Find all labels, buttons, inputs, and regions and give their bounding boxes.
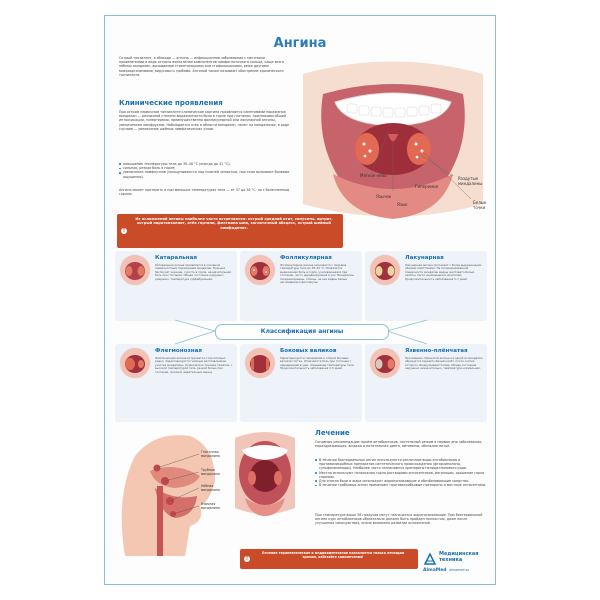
type-text: При язвенно-плёнчатой ангине на одной из миндалин образуется серовато-белый налёт, после снятия которого обнаруживается язва. Общее состояние нарушено незначительно, температура нормальная. xyxy=(405,356,483,371)
clinical-bullets xyxy=(119,162,295,179)
type-title: Катаральная xyxy=(155,255,198,261)
throat-image-catarrhal xyxy=(119,254,151,286)
treatment-intro: Основные рекомендации: приём антибиотиков, постельный режим в первые дни заболевания, нераздражающая, жидкая и питательная диета, витамины, обильное питьё. xyxy=(315,440,483,449)
label-lingual-tonsil: Язычная миндалина xyxy=(201,502,220,510)
type-card-ulcerative xyxy=(365,344,487,422)
list-item: сильная, резкая боль в горле; xyxy=(119,166,295,170)
type-text: Катаральная ангина проявляется в основном поверхностным поражением миндалин. Больных беспокоят жжение, сухость в горле, незначительная боль при глотании. Общее состояние нарушено умеренно, температура субфебрильная. xyxy=(155,263,232,281)
head-cross-section-illustration xyxy=(115,426,220,561)
clinical-heading: Клинические проявления xyxy=(119,99,223,107)
throat-image-follicular xyxy=(244,254,276,286)
list-item: Местно используют полоскания горла растворами антисептиков, ингаляции, орошение горла спреями. xyxy=(315,471,487,479)
throat-image-phlegmonous xyxy=(119,347,151,379)
type-text: Флегмонозная ангина встречается относительно редко. Характеризуется гнойным расплавлением участка миндалины. Клиническое течение тяжёлое, с высокой температурой тела, резкой болью при глотании, тризмом жевательных мышц. xyxy=(155,356,233,374)
open-mouth-illustration xyxy=(293,54,493,224)
almamed-icon xyxy=(423,552,437,566)
exclamation-icon: ! xyxy=(122,228,126,234)
type-card-catarrhal xyxy=(115,251,237,321)
treatment-heading: Лечение xyxy=(315,429,350,437)
type-title: Боковых валиков xyxy=(280,348,337,354)
type-card-phlegmonous xyxy=(115,344,237,422)
complications-warning xyxy=(117,214,343,248)
treatment-bullets xyxy=(315,458,487,487)
poster xyxy=(104,15,496,585)
label-tubal-tonsil: Трубная миндалина xyxy=(201,468,220,476)
classification-title: Классификация ангины xyxy=(215,324,389,340)
label-palatine-tonsil: Нёбная миндалина xyxy=(201,484,220,492)
throat-image-ulcerative xyxy=(369,347,401,379)
list-item: увеличение лимфоузлов (прощупываются под нижней челюстью, при этом вызывают болевые ощущения). xyxy=(119,170,295,178)
self-treatment-warning-text: Лечение терапевтическое и медикаментозное назначается только лечащим врачом, избегайте самолечения! xyxy=(261,551,405,559)
throat-image-lacunar xyxy=(369,254,401,286)
page-title: Ангина xyxy=(273,36,327,51)
type-title: Язвенно-плёнчатая xyxy=(405,348,468,354)
list-item: повышение температуры тела до 39–40 °С (иногда до 41 °С); xyxy=(119,162,295,166)
logo-site: almamed.su xyxy=(449,568,470,572)
almamed-logo xyxy=(423,552,493,578)
self-treatment-warning xyxy=(240,549,418,569)
type-text: Фолликулярная ангина начинается с подъёма температуры тела до 38–39 °С. Появляется выраженная боль в горле, усиливающаяся при глотании, часто иррадиирующая в ухо. Миндалины гиперемированы, отёчны, на них видны белые нагноившиеся фолликулы. xyxy=(280,263,354,285)
label-soft-palate: Мягкое нёбо xyxy=(360,173,387,178)
type-card-lateral-ridges xyxy=(240,344,362,422)
label-uvula: Язычок xyxy=(376,194,392,199)
throat-image-lateral-ridges xyxy=(244,347,276,379)
logo-line2: техника xyxy=(439,557,463,563)
type-title: Фолликулярная xyxy=(280,255,332,261)
throat-illustration xyxy=(230,428,300,518)
label-white-spots: Белые точки xyxy=(473,200,487,210)
list-item: В лечении бактериальных ангин используются различные виды антибиотиков и противомикробных препаратов синтетического происхождения (фторхинолоны, сульфаниламиды). Наиболее часто назначаются препараты пенициллинового ряда. xyxy=(315,458,487,471)
logo-name: AlmaMed xyxy=(423,568,447,573)
label-hyperemia: Гиперемия xyxy=(415,184,439,189)
intro-text: Острый тонзиллит, в обиходе — ангина — инфекционное заболевание с местными проявлениями в виде острого воспаления компонентов лимфоглоточного кольца, чаще всего нёбных миндалин, вызываемое стрептококками или стафилококками, реже другими микроорганизмами, вирусами и грибами. Ангиной также называют обострение хронического тонзиллита. xyxy=(119,56,285,77)
treatment-note: При температуре выше 38 градусов могут назначаться жаропонижающие. При бактериальной ангине курс антибиотиков обязательно должен быть пройден полностью, даже после улучшения самочувствия, иначе возможно развитие осложнений. xyxy=(315,513,483,526)
type-title: Лакунарная xyxy=(405,255,444,261)
type-title: Флегмонозная xyxy=(155,348,202,354)
list-item: Для снятия боли и жара используют жаропонижающие и обезболивающие средства. xyxy=(315,479,487,483)
exclamation-icon: ! xyxy=(245,556,249,562)
type-text: Лакунарная ангина протекает с более выраженными общими симптомами. На гиперемированной поверхности миндалин видны желтовато-белые налёты, легко снимающиеся шпателем. Продолжительность заболевания 5–7 дней. xyxy=(405,263,482,281)
clinical-note: Ангина может протекать и при меньших температурах тела — от 37 до 38 °С, но с болезненным горлом. xyxy=(119,188,290,197)
complications-warning-text: Из осложнений ангины наиболее часто встречаются: острый средний отит, синуситы, артрит, острый паратонзиллит, отёк гортани, флегмона шеи, заглоточный абсцесс, острый шейный лимфаденит. xyxy=(135,217,333,230)
list-item: В лечении грибковых ангин применяют противогрибковые препараты и местные антисептики. xyxy=(315,483,487,487)
label-tongue: Язык xyxy=(397,202,408,207)
label-inflamed-tonsils: Раздутые миндалины xyxy=(458,176,483,186)
type-text: Характеризуется гиперемией и отёком боковых валиков глотки. Отмечаются боль при глотании с иррадиацией в уши, повышение температуры тела. Продолжительность заболевания 3–5 дней. xyxy=(280,356,355,371)
clinical-text: При остром первичном тонзиллите клиническое картина проявляется симптомами поражения миндалин — различной степени выраженности боли в горле при глотании, признаками общей интоксикации, гипертермии, преимущественно фолликулярной или лакунарной ангины, увеличением лимфоузлов. Наблюдается отёк в области миндалин, налет на миндалинах, в ряде случаев — увеличение шейных лимфатических узлов. xyxy=(119,110,290,131)
logo-line1: Медицинская xyxy=(439,551,479,557)
label-pharyngeal-tonsil: Глоточная миндалина xyxy=(201,450,220,458)
type-card-follicular xyxy=(240,251,362,321)
type-card-lacunar xyxy=(365,251,487,321)
